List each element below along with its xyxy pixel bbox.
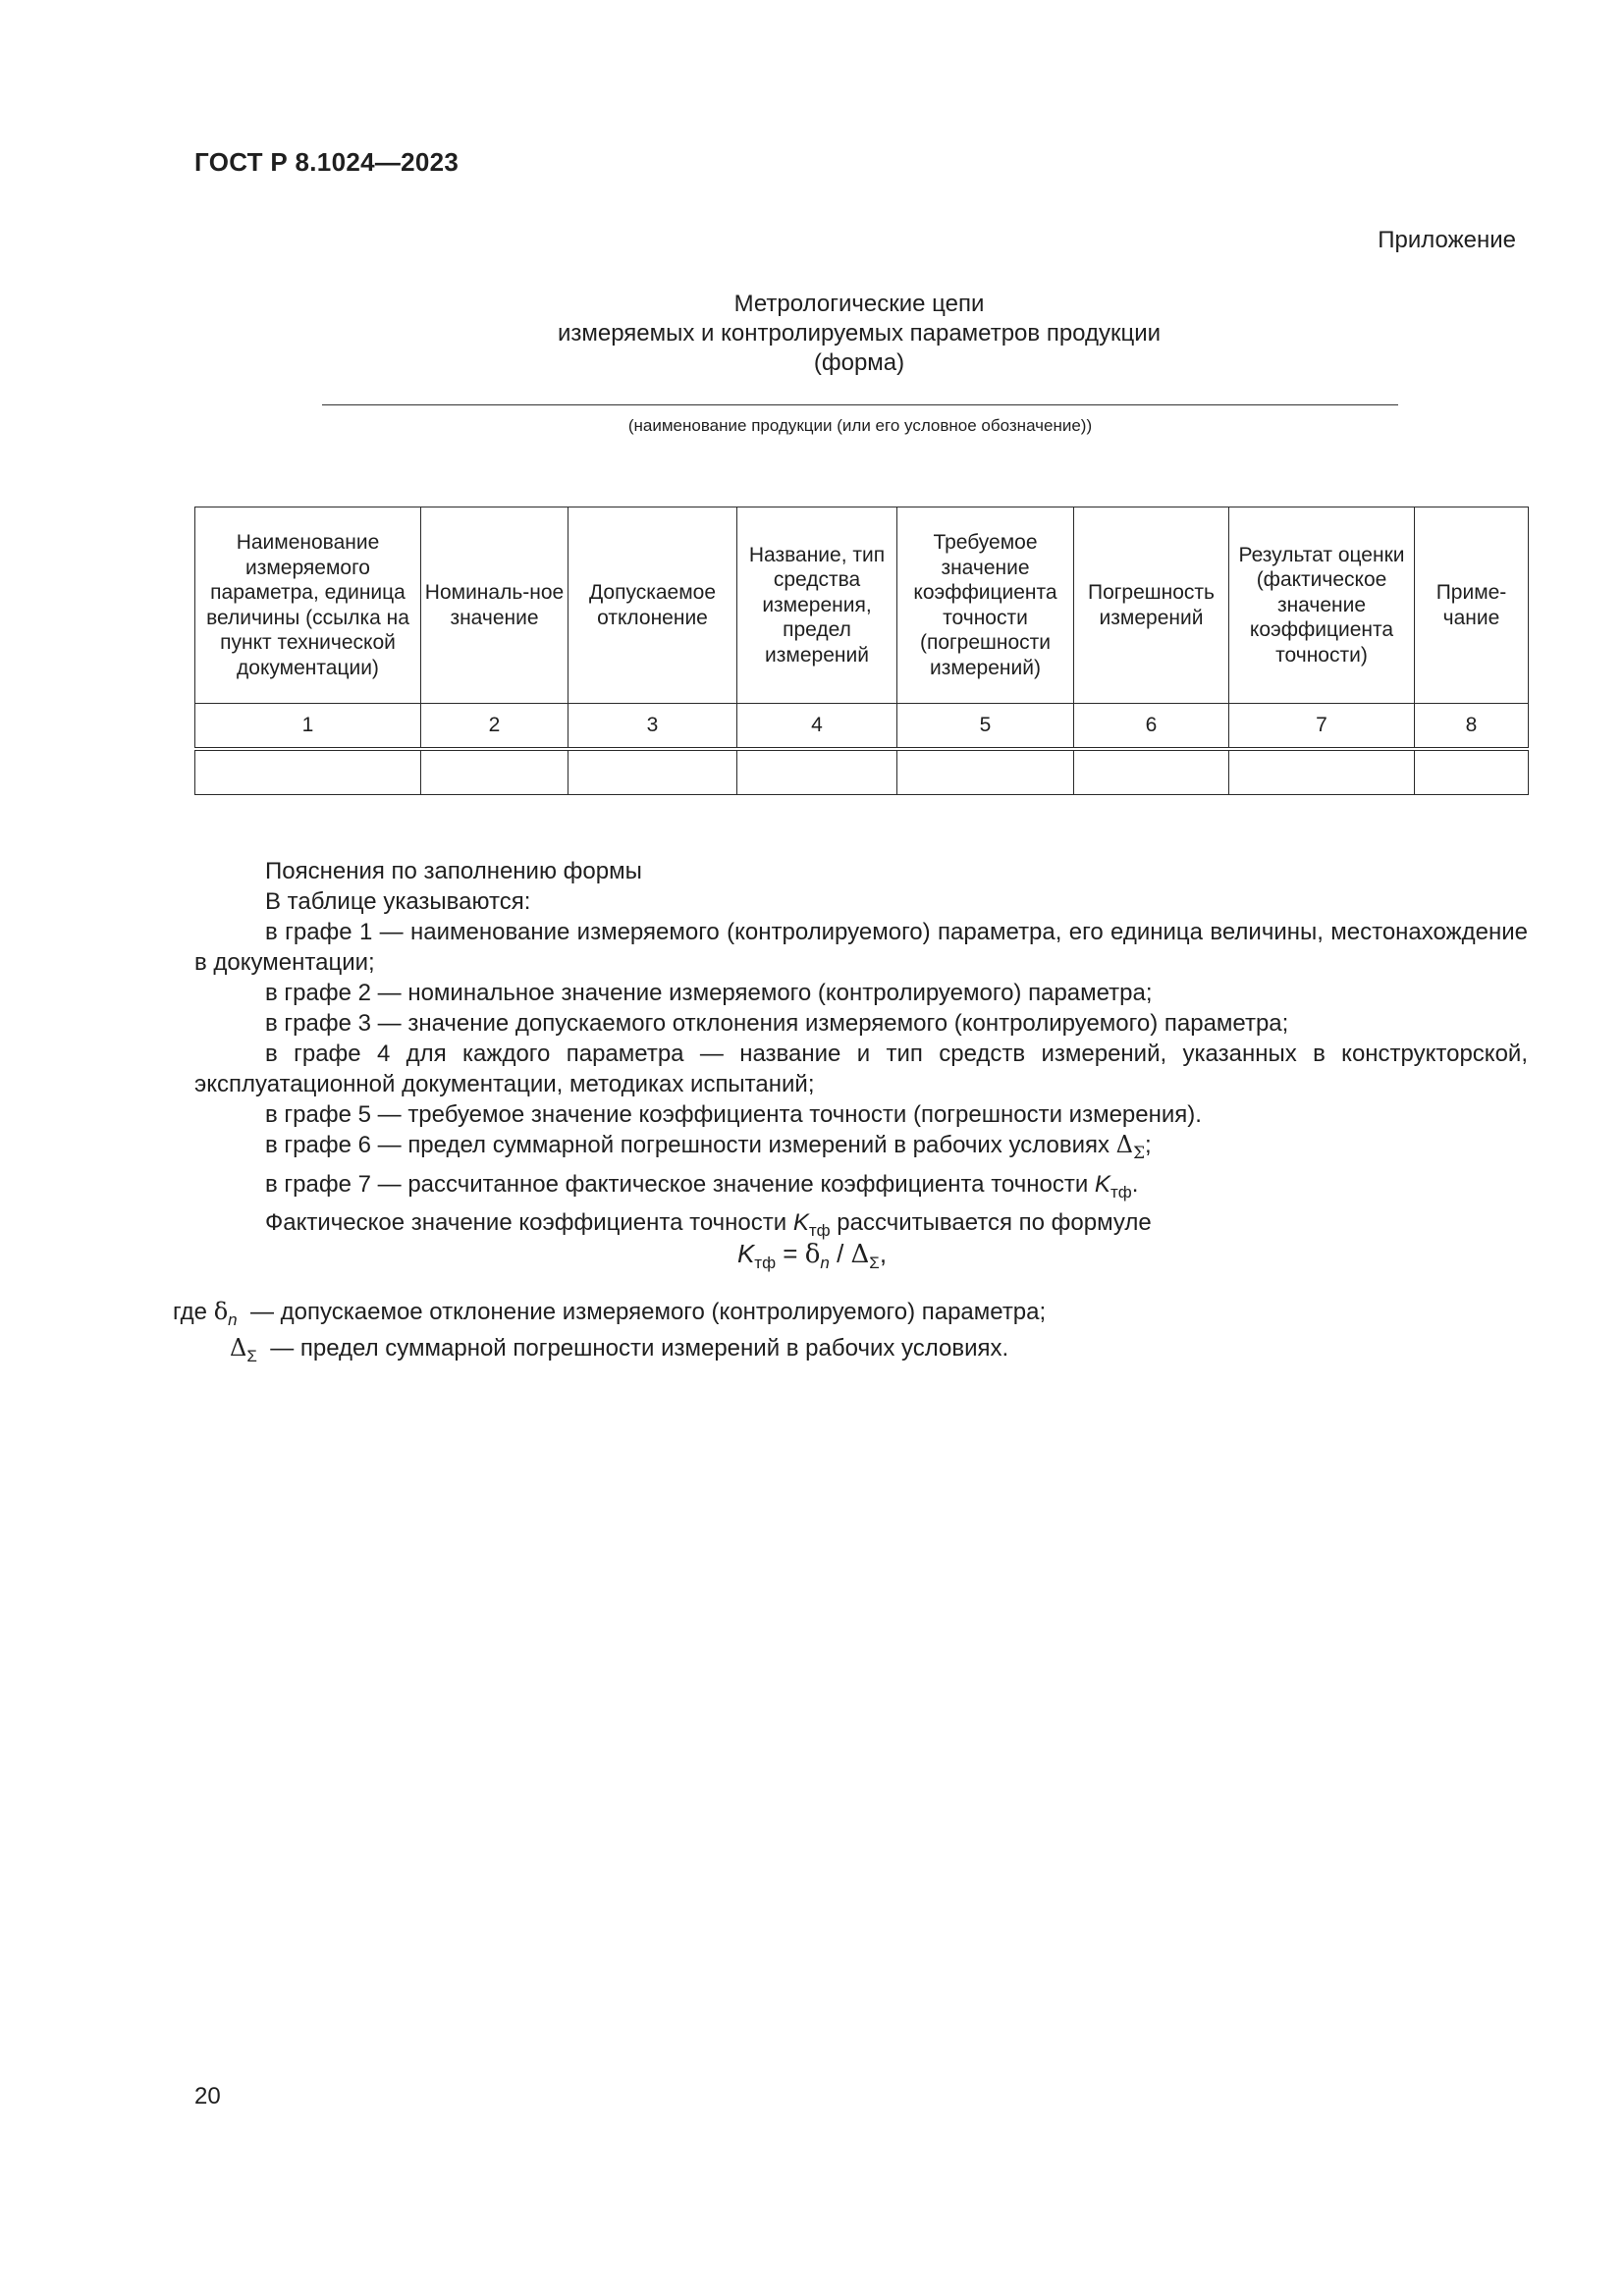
column-header-8: Приме-чание bbox=[1415, 507, 1529, 704]
explanation-column-4: в графе 4 для каждого параметра — название и тип средств измерений, указанных в конструкторской, эксплуатационной документации, методиках испытаний; bbox=[194, 1041, 1528, 1097]
k-tf-symbol: K bbox=[1094, 1171, 1110, 1198]
delta-sum-symbol: $\Delta_\Sigma$ bbox=[1115, 1131, 1146, 1163]
formula-intro-tail: рассчитывается по формуле bbox=[837, 1209, 1152, 1236]
column-header-5: Требуемое значение коэффициента точности (погрешности измерений) bbox=[897, 507, 1074, 704]
column-header-3: Допускаемое отклонение bbox=[568, 507, 737, 704]
empty-cell bbox=[421, 749, 568, 795]
appendix-label: Приложение bbox=[1378, 227, 1516, 253]
column-header-2: Номиналь-ное значение bbox=[421, 507, 568, 704]
formula-legend-row-1: где $\delta_n$ — допускаемое отклонение измеряемого (контролируемого) параметра; bbox=[173, 1298, 1047, 1329]
empty-cell bbox=[195, 749, 421, 795]
explanations-block bbox=[194, 856, 1528, 1246]
product-name-line bbox=[322, 404, 1398, 405]
legend-delta-n-text: — допускаемое отклонение измеряемого (контролируемого) параметра; bbox=[249, 1299, 1047, 1325]
column-header-1: Наименование измеряемого параметра, единица величины (ссылка на пункт технической документации) bbox=[195, 507, 421, 704]
column-number: 1 bbox=[195, 704, 421, 750]
column-header-6: Погрешность измерений bbox=[1074, 507, 1229, 704]
empty-cell bbox=[568, 749, 737, 795]
empty-cell bbox=[897, 749, 1074, 795]
explanation-column-6: в графе 6 — предел суммарной погрешности измерений в рабочих условиях $\Delta_\Sigma$; bbox=[265, 1131, 1152, 1163]
explanation-column-1: в графе 1 — наименование измеряемого (контролируемого) параметра, его единица величины, местонахождение в документации; bbox=[194, 919, 1528, 976]
column-header-7: Результат оценки (фактическое значение коэффициента точности) bbox=[1229, 507, 1415, 704]
column-number: 5 bbox=[897, 704, 1074, 750]
explanation-column-3: в графе 3 — значение допускаемого отклонения измеряемого (контролируемого) параметра; bbox=[265, 1010, 1289, 1037]
empty-cell bbox=[1074, 749, 1229, 795]
explanation-column-2: в графе 2 — номинальное значение измеряемого (контролируемого) параметра; bbox=[265, 980, 1153, 1006]
column-number: 8 bbox=[1415, 704, 1529, 750]
empty-cell bbox=[1229, 749, 1415, 795]
table-header-row bbox=[195, 507, 1529, 704]
explanation-column-7-text: в графе 7 — рассчитанное фактическое значение коэффициента точности bbox=[265, 1171, 1089, 1198]
metrology-form-table bbox=[194, 507, 1529, 795]
empty-cell bbox=[1415, 749, 1529, 795]
page-number: 20 bbox=[194, 2083, 221, 2109]
form-title-line-3: (форма) bbox=[813, 349, 905, 376]
legend-delta-sum-text: — предел суммарной погрешности измерений в рабочих условиях. bbox=[270, 1335, 1009, 1362]
empty-data-row bbox=[195, 749, 1529, 795]
form-title-line-2: измеряемых и контролируемых параметров продукции bbox=[557, 320, 1162, 347]
column-number: 3 bbox=[568, 704, 737, 750]
product-name-caption: (наименование продукции (или его условное обозначение)) bbox=[627, 416, 1093, 435]
formula-intro: Фактическое значение коэффициента точности $K_{тф}$ рассчитывается по формуле bbox=[265, 1209, 1152, 1240]
document-header: ГОСТ Р 8.1024—2023 bbox=[194, 147, 460, 177]
column-header-4: Название, тип средства измерения, предел измерений bbox=[737, 507, 897, 704]
formula-legend-row-2: $\Delta_\Sigma$ — предел суммарной погрешности измерений в рабочих условиях. bbox=[230, 1334, 1009, 1365]
form-title-line-1: Метрологические цепи bbox=[733, 291, 985, 317]
explanations-intro: В таблице указываются: bbox=[265, 888, 531, 915]
column-number: 4 bbox=[737, 704, 897, 750]
empty-cell bbox=[737, 749, 897, 795]
where-prefix: где bbox=[173, 1299, 208, 1325]
form-title bbox=[324, 290, 1394, 378]
accuracy-coefficient-formula: $K_{тф} = \delta_n / \Delta_\Sigma$, bbox=[736, 1239, 888, 1272]
column-number: 7 bbox=[1229, 704, 1415, 750]
k-tf-symbol: K bbox=[792, 1209, 809, 1236]
column-number: 6 bbox=[1074, 704, 1229, 750]
explanations-heading: Пояснения по заполнению формы bbox=[265, 858, 642, 884]
explanation-column-5: в графе 5 — требуемое значение коэффициента точности (погрешности измерения). bbox=[265, 1101, 1202, 1128]
explanation-column-6-text: в графе 6 — предел суммарной погрешности измерений в рабочих условиях bbox=[265, 1132, 1110, 1158]
column-number-row bbox=[195, 704, 1529, 750]
formula-intro-text: Фактическое значение коэффициента точности bbox=[265, 1209, 787, 1236]
column-number: 2 bbox=[421, 704, 568, 750]
explanation-column-7: в графе 7 — рассчитанное фактическое значение коэффициента точности $K_{тф}$. bbox=[265, 1171, 1139, 1201]
